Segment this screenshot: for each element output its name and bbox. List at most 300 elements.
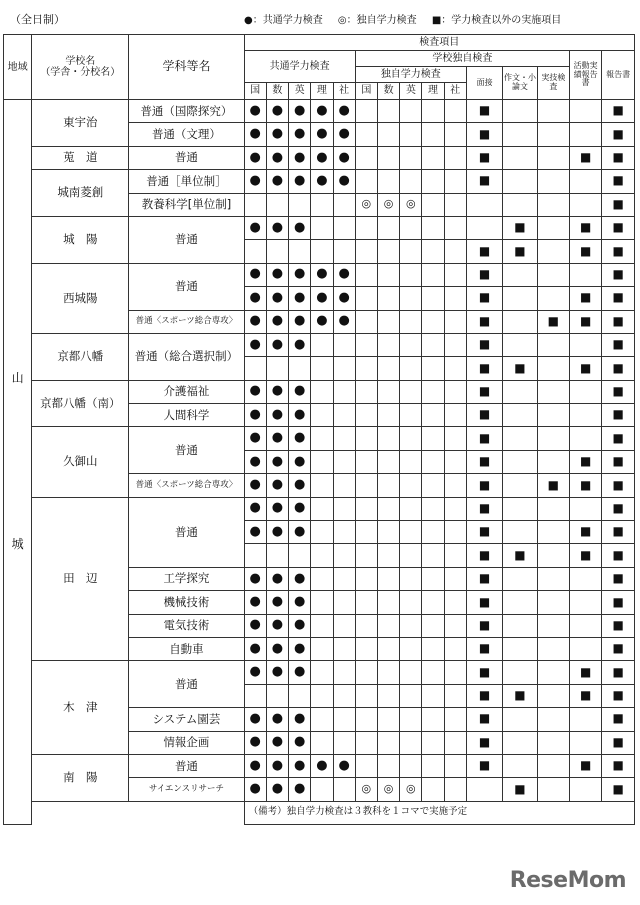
common-mark: ● <box>289 404 311 427</box>
independent-mark <box>355 146 377 169</box>
school-exam-mark: ■ <box>466 100 502 123</box>
course-name: 教養科学[単位制] <box>129 193 244 216</box>
header-subject-independent: 英 <box>400 83 422 100</box>
activity-mark: ■ <box>570 240 602 263</box>
common-mark <box>244 357 266 380</box>
independent-mark <box>422 216 444 239</box>
common-mark: ● <box>244 100 266 123</box>
common-mark <box>333 521 355 544</box>
independent-mark <box>377 754 399 777</box>
school-exam-mark: ■ <box>466 123 502 146</box>
common-mark: ● <box>311 100 333 123</box>
note: （備考）独自学力検査は３教科を１コマで実施予定 <box>244 801 634 824</box>
school-exam-mark <box>503 100 537 123</box>
common-mark <box>289 240 311 263</box>
independent-mark <box>355 333 377 356</box>
independent-mark <box>422 474 444 497</box>
course-name: 電気技術 <box>129 614 244 637</box>
common-mark <box>311 474 333 497</box>
common-mark: ● <box>244 287 266 310</box>
header-subject-common: 社 <box>333 83 355 100</box>
school-exam-mark: ■ <box>503 778 537 801</box>
report-mark: ■ <box>602 450 635 473</box>
independent-mark <box>422 497 444 520</box>
independent-mark <box>377 708 399 731</box>
common-mark <box>311 708 333 731</box>
common-mark: ● <box>244 591 266 614</box>
course-name: 自動車 <box>129 637 244 660</box>
course-name: 普通（国際探究） <box>129 100 244 123</box>
common-mark <box>311 240 333 263</box>
activity-mark: ■ <box>570 310 602 333</box>
independent-mark <box>422 380 444 403</box>
resemom-logo: ReseMom <box>509 868 626 893</box>
independent-mark <box>422 731 444 754</box>
common-mark: ● <box>266 333 288 356</box>
common-mark: ● <box>266 754 288 777</box>
independent-mark <box>355 474 377 497</box>
common-mark: ● <box>311 123 333 146</box>
independent-mark <box>355 287 377 310</box>
independent-mark <box>422 193 444 216</box>
independent-mark <box>355 684 377 707</box>
school-exam-mark: ■ <box>466 637 502 660</box>
header-subject-independent: 国 <box>355 83 377 100</box>
report-mark: ■ <box>602 614 635 637</box>
independent-mark <box>377 100 399 123</box>
independent-mark <box>377 123 399 146</box>
school-exam-mark <box>537 661 569 684</box>
table-row <box>4 216 635 239</box>
independent-mark <box>400 591 422 614</box>
common-mark <box>311 193 333 216</box>
course-name: 普通（文理） <box>129 123 244 146</box>
independent-mark <box>355 591 377 614</box>
independent-mark <box>377 263 399 286</box>
common-mark: ● <box>333 123 355 146</box>
common-mark: ● <box>333 287 355 310</box>
common-mark: ● <box>266 100 288 123</box>
report-mark: ■ <box>602 778 635 801</box>
independent-mark <box>355 263 377 286</box>
common-mark: ● <box>244 474 266 497</box>
header-school <box>32 35 129 100</box>
header-common: 共通学力検査 <box>244 51 355 83</box>
independent-mark <box>422 684 444 707</box>
common-mark <box>311 427 333 450</box>
activity-mark <box>570 731 602 754</box>
independent-mark <box>400 544 422 567</box>
common-mark: ● <box>333 310 355 333</box>
independent-mark <box>422 404 444 427</box>
independent-mark <box>444 544 466 567</box>
common-mark <box>311 567 333 590</box>
course-name: 普通（総合選択制） <box>129 333 244 380</box>
school-exam-mark: ■ <box>466 754 502 777</box>
common-mark: ● <box>289 731 311 754</box>
activity-mark <box>570 170 602 193</box>
activity-mark: ■ <box>570 684 602 707</box>
independent-mark <box>422 427 444 450</box>
independent-mark <box>355 661 377 684</box>
independent-mark <box>444 216 466 239</box>
course-name: 普通 <box>129 146 244 169</box>
independent-mark <box>444 521 466 544</box>
independent-mark <box>355 754 377 777</box>
common-mark: ● <box>289 708 311 731</box>
independent-mark <box>444 310 466 333</box>
school-exam-mark <box>537 170 569 193</box>
independent-mark <box>444 427 466 450</box>
school-exam-mark <box>537 637 569 660</box>
school-exam-mark: ■ <box>466 614 502 637</box>
activity-mark <box>570 778 602 801</box>
independent-mark <box>400 216 422 239</box>
independent-mark <box>377 146 399 169</box>
common-mark: ● <box>311 146 333 169</box>
school-exam-mark <box>503 708 537 731</box>
school-exam-mark: ■ <box>503 357 537 380</box>
independent-mark <box>444 754 466 777</box>
independent-mark: ◎ <box>400 778 422 801</box>
common-mark: ● <box>289 263 311 286</box>
independent-mark <box>377 544 399 567</box>
independent-mark <box>444 497 466 520</box>
independent-mark <box>444 146 466 169</box>
independent-mark <box>444 684 466 707</box>
course-name: 普通〈スポーツ総合専攻〉 <box>129 474 244 497</box>
school-exam-mark: ■ <box>537 474 569 497</box>
report-mark: ■ <box>602 100 635 123</box>
independent-mark <box>444 193 466 216</box>
independent-mark <box>377 427 399 450</box>
report-mark: ■ <box>602 708 635 731</box>
header-report: 報告書 <box>602 51 635 100</box>
common-mark: ● <box>244 310 266 333</box>
common-mark <box>289 193 311 216</box>
school-exam-mark: ■ <box>466 450 502 473</box>
common-mark <box>311 544 333 567</box>
independent-mark <box>422 100 444 123</box>
independent-mark <box>444 731 466 754</box>
common-mark <box>266 544 288 567</box>
common-mark <box>333 474 355 497</box>
report-mark: ■ <box>602 754 635 777</box>
common-mark: ● <box>266 614 288 637</box>
region-cell <box>4 100 32 825</box>
independent-mark <box>400 754 422 777</box>
independent-mark <box>444 287 466 310</box>
common-mark <box>311 357 333 380</box>
common-mark: ● <box>244 614 266 637</box>
common-mark: ● <box>244 521 266 544</box>
table-row <box>4 263 635 286</box>
common-mark <box>311 731 333 754</box>
page-title: （全日制） <box>10 13 65 26</box>
common-mark: ● <box>266 731 288 754</box>
independent-mark <box>422 637 444 660</box>
common-mark: ● <box>289 216 311 239</box>
common-mark: ● <box>266 450 288 473</box>
common-mark <box>333 708 355 731</box>
school-exam-mark <box>503 754 537 777</box>
independent-mark <box>422 310 444 333</box>
common-mark <box>333 404 355 427</box>
header-school-name: 学校名 <box>65 55 96 67</box>
independent-mark <box>377 287 399 310</box>
common-mark <box>266 357 288 380</box>
independent-mark <box>377 357 399 380</box>
common-mark: ● <box>289 287 311 310</box>
school-exam-mark <box>503 450 537 473</box>
common-mark: ● <box>289 170 311 193</box>
common-mark: ● <box>289 754 311 777</box>
school-exam-mark: ■ <box>466 497 502 520</box>
report-mark: ■ <box>602 731 635 754</box>
common-mark <box>333 684 355 707</box>
independent-mark <box>444 357 466 380</box>
activity-mark <box>570 333 602 356</box>
header-subject-common: 数 <box>266 83 288 100</box>
school-exam-mark <box>503 287 537 310</box>
common-mark: ● <box>244 708 266 731</box>
common-mark: ● <box>289 497 311 520</box>
common-mark: ● <box>244 123 266 146</box>
header-subject-independent: 数 <box>377 83 399 100</box>
header-subject-common: 国 <box>244 83 266 100</box>
school-exam-mark <box>537 521 569 544</box>
common-mark: ● <box>289 661 311 684</box>
course-name: 普通 <box>129 661 244 708</box>
independent-mark <box>400 708 422 731</box>
independent-mark <box>444 661 466 684</box>
common-mark: ● <box>266 263 288 286</box>
school-exam-mark <box>466 193 502 216</box>
independent-mark <box>422 287 444 310</box>
report-mark: ■ <box>602 170 635 193</box>
common-mark <box>333 450 355 473</box>
school-exam-mark <box>537 216 569 239</box>
common-mark <box>311 591 333 614</box>
report-mark: ■ <box>602 310 635 333</box>
independent-mark <box>377 497 399 520</box>
common-mark <box>311 521 333 544</box>
school-name: 城 陽 <box>32 216 129 263</box>
school-exam-mark <box>537 684 569 707</box>
common-mark <box>333 661 355 684</box>
independent-mark <box>400 614 422 637</box>
activity-mark: ■ <box>570 357 602 380</box>
independent-mark <box>400 240 422 263</box>
school-exam-mark <box>537 404 569 427</box>
common-mark <box>311 661 333 684</box>
common-mark: ● <box>289 450 311 473</box>
activity-mark <box>570 427 602 450</box>
school-exam-mark <box>537 450 569 473</box>
school-exam-mark <box>503 427 537 450</box>
activity-mark <box>570 614 602 637</box>
independent-mark <box>377 310 399 333</box>
school-exam-mark <box>537 193 569 216</box>
independent-mark <box>355 240 377 263</box>
school-exam-mark <box>503 614 537 637</box>
common-mark: ● <box>266 216 288 239</box>
region-char: 山 <box>11 371 24 386</box>
common-mark: ● <box>244 754 266 777</box>
independent-mark <box>444 450 466 473</box>
common-mark: ● <box>266 637 288 660</box>
independent-mark <box>377 684 399 707</box>
school-exam-mark <box>503 193 537 216</box>
table-row <box>4 497 635 520</box>
course-name: 普通 <box>129 754 244 777</box>
course-name: 普通［単位制］ <box>129 170 244 193</box>
course-name: 機械技術 <box>129 591 244 614</box>
common-mark <box>311 333 333 356</box>
report-mark: ■ <box>602 661 635 684</box>
report-mark: ■ <box>602 380 635 403</box>
school-exam-mark <box>537 287 569 310</box>
independent-mark <box>355 731 377 754</box>
common-mark <box>333 591 355 614</box>
independent-mark <box>400 521 422 544</box>
table-row <box>4 100 635 123</box>
common-mark <box>333 427 355 450</box>
independent-mark <box>355 497 377 520</box>
school-exam-mark <box>503 170 537 193</box>
independent-mark <box>377 404 399 427</box>
common-mark <box>333 544 355 567</box>
independent-mark <box>377 637 399 660</box>
school-exam-mark: ■ <box>466 567 502 590</box>
common-mark: ● <box>266 778 288 801</box>
school-exam-mark <box>503 333 537 356</box>
common-mark: ● <box>289 427 311 450</box>
school-exam-mark: ■ <box>466 684 502 707</box>
common-mark: ● <box>311 754 333 777</box>
school-exam-mark <box>537 614 569 637</box>
report-mark: ■ <box>602 497 635 520</box>
school-exam-mark: ■ <box>466 544 502 567</box>
school-exam-mark <box>503 591 537 614</box>
school-exam-mark: ■ <box>466 708 502 731</box>
school-exam-mark <box>466 216 502 239</box>
common-mark: ● <box>244 637 266 660</box>
school-exam-mark <box>537 708 569 731</box>
school-exam-mark <box>537 567 569 590</box>
independent-mark <box>422 614 444 637</box>
activity-mark <box>570 404 602 427</box>
report-mark: ■ <box>602 123 635 146</box>
course-name: 普通 <box>129 216 244 263</box>
common-mark: ● <box>289 310 311 333</box>
activity-mark <box>570 591 602 614</box>
common-mark: ● <box>289 521 311 544</box>
report-mark: ■ <box>602 193 635 216</box>
school-exam-mark: ■ <box>503 684 537 707</box>
common-mark <box>311 497 333 520</box>
common-mark <box>289 357 311 380</box>
activity-mark: ■ <box>570 544 602 567</box>
independent-mark <box>444 614 466 637</box>
activity-mark <box>570 193 602 216</box>
common-mark: ● <box>311 310 333 333</box>
independent-mark <box>377 450 399 473</box>
independent-mark <box>377 731 399 754</box>
header-region: 地域 <box>4 35 32 100</box>
independent-mark <box>377 614 399 637</box>
activity-mark: ■ <box>570 474 602 497</box>
common-mark: ● <box>289 614 311 637</box>
independent-mark <box>400 661 422 684</box>
table-row <box>4 146 635 169</box>
common-mark <box>333 637 355 660</box>
school-exam-mark: ■ <box>466 240 502 263</box>
school-name: 莵 道 <box>32 146 129 169</box>
independent-mark <box>400 357 422 380</box>
header-subject-common: 英 <box>289 83 311 100</box>
school-exam-mark <box>503 731 537 754</box>
school-exam-mark <box>537 357 569 380</box>
independent-mark <box>400 684 422 707</box>
common-mark <box>244 544 266 567</box>
independent-mark <box>422 544 444 567</box>
report-mark: ■ <box>602 216 635 239</box>
activity-mark: ■ <box>570 146 602 169</box>
school-name: 南 陽 <box>32 754 129 801</box>
common-mark: ● <box>266 474 288 497</box>
independent-mark <box>422 754 444 777</box>
independent-mark <box>422 263 444 286</box>
common-mark: ● <box>244 497 266 520</box>
independent-mark <box>400 450 422 473</box>
independent-mark: ◎ <box>355 193 377 216</box>
activity-mark <box>570 497 602 520</box>
independent-mark <box>355 170 377 193</box>
common-mark <box>311 637 333 660</box>
school-exam-mark: ■ <box>466 591 502 614</box>
common-mark: ● <box>244 216 266 239</box>
table-row <box>4 661 635 684</box>
common-mark: ● <box>266 591 288 614</box>
school-exam-mark <box>537 263 569 286</box>
activity-mark <box>570 567 602 590</box>
common-mark: ● <box>289 567 311 590</box>
common-mark: ● <box>266 404 288 427</box>
independent-mark <box>400 380 422 403</box>
common-mark: ● <box>266 287 288 310</box>
school-exam-mark: ■ <box>503 240 537 263</box>
independent-mark <box>400 474 422 497</box>
common-mark: ● <box>289 474 311 497</box>
header-interview: 面接 <box>466 67 502 100</box>
independent-mark <box>422 146 444 169</box>
independent-mark <box>422 567 444 590</box>
common-mark: ● <box>244 170 266 193</box>
independent-mark <box>355 614 377 637</box>
note-row <box>4 801 635 824</box>
independent-mark <box>377 380 399 403</box>
independent-mark <box>377 216 399 239</box>
header-course: 学科等名 <box>129 35 244 100</box>
table-row <box>4 170 635 193</box>
independent-mark: ◎ <box>377 778 399 801</box>
report-mark: ■ <box>602 357 635 380</box>
independent-mark <box>444 100 466 123</box>
common-mark: ● <box>244 333 266 356</box>
common-mark <box>333 497 355 520</box>
independent-mark: ◎ <box>377 193 399 216</box>
